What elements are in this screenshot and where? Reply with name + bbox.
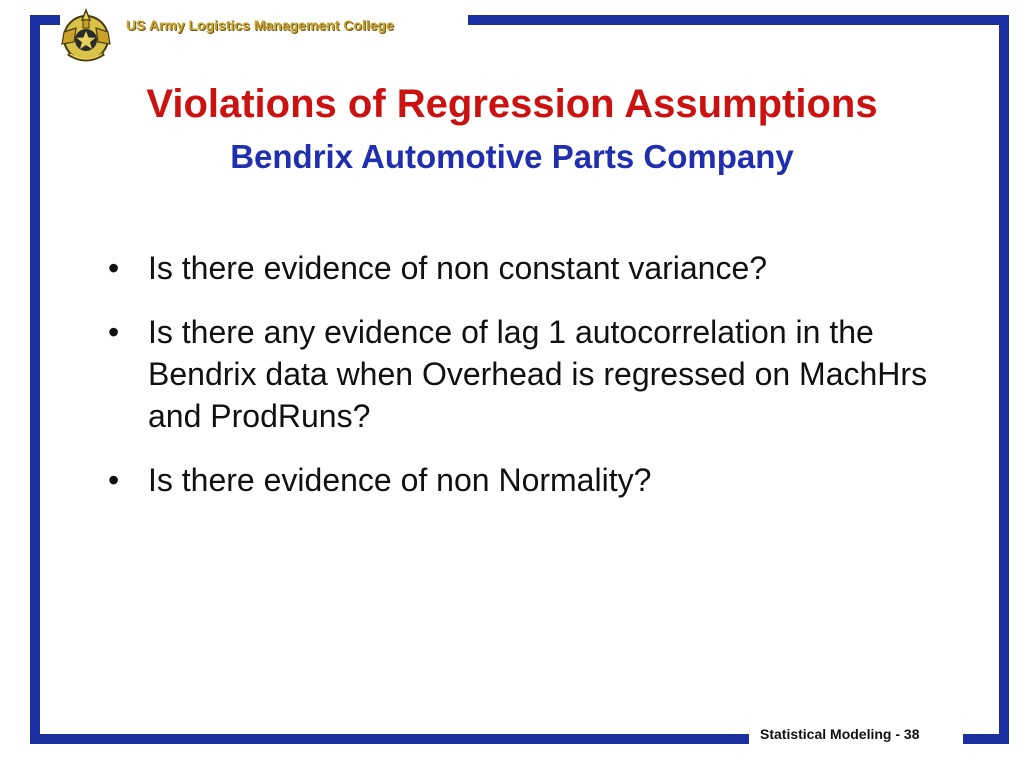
almc-crest-icon [54, 2, 118, 68]
bullet-dot-icon: • [108, 250, 120, 286]
bullet-dot-icon: • [108, 462, 120, 498]
slide-title: Violations of Regression Assumptions [146, 82, 878, 126]
bullet-item [108, 459, 978, 501]
bullet-list [108, 247, 978, 523]
slide-footer: Statistical Modeling - 38 [760, 726, 920, 742]
org-name: US Army Logistics Management College [126, 17, 394, 33]
bullet-item [108, 247, 978, 289]
bullet-text: Is there evidence of non constant variance? [148, 250, 768, 286]
frame-bottom-left [30, 734, 749, 744]
slide-subtitle: Bendrix Automotive Parts Company [230, 138, 794, 175]
bullet-text: Is there evidence of non Normality? [148, 462, 652, 498]
bullet-item [108, 311, 978, 437]
frame-bottom-right [963, 734, 1009, 744]
frame-top-right [468, 15, 1009, 25]
bullet-dot-icon: • [108, 314, 120, 350]
bullet-text: Is there any evidence of lag 1 autocorrelation in the Bendrix data when Overhead is regressed on MachHrs and ProdRuns? [148, 314, 928, 434]
